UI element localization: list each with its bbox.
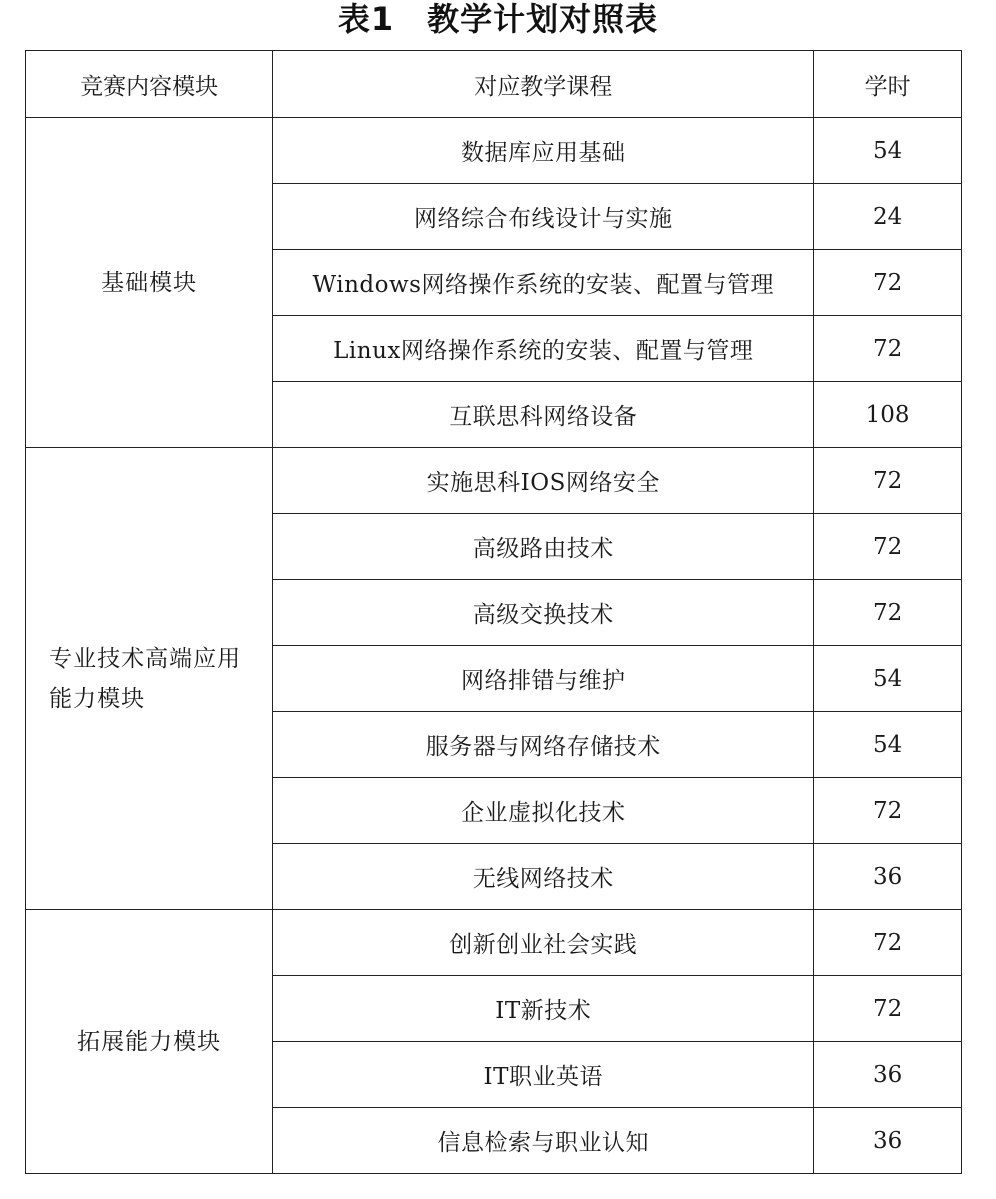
hours-cell: 54 [814, 712, 962, 778]
header-course: 对应教学课程 [273, 51, 814, 118]
table-row [26, 118, 962, 184]
module-label: 拓展能力模块 [77, 1028, 222, 1055]
hours-cell: 72 [814, 976, 962, 1042]
course-cell: 无线网络技术 [273, 844, 814, 910]
hours-cell: 72 [814, 910, 962, 976]
header-hours: 学时 [814, 51, 962, 118]
hours-cell: 54 [814, 646, 962, 712]
hours-cell: 36 [814, 1108, 962, 1174]
hours-cell: 108 [814, 382, 962, 448]
table-row [26, 448, 962, 514]
course-cell: 高级路由技术 [273, 514, 814, 580]
table-header-row [26, 51, 962, 118]
hours-cell: 72 [814, 316, 962, 382]
hours-cell: 36 [814, 1042, 962, 1108]
hours-cell: 54 [814, 118, 962, 184]
course-cell: 创新创业社会实践 [273, 910, 814, 976]
hours-cell: 36 [814, 844, 962, 910]
module-cell-basic [26, 118, 273, 448]
course-cell: 服务器与网络存储技术 [273, 712, 814, 778]
course-cell: 互联思科网络设备 [273, 382, 814, 448]
course-cell: Windows网络操作系统的安装、配置与管理 [273, 250, 814, 316]
header-module: 竞赛内容模块 [26, 51, 273, 118]
teaching-plan-table [25, 50, 962, 1174]
course-cell: 高级交换技术 [273, 580, 814, 646]
hours-cell: 72 [814, 448, 962, 514]
module-label: 专业技术高端应用能力模块 [49, 645, 242, 712]
course-cell: 网络排错与维护 [273, 646, 814, 712]
table-title: 表1 教学计划对照表 [337, 0, 659, 38]
hours-cell: 72 [814, 514, 962, 580]
course-cell: 企业虚拟化技术 [273, 778, 814, 844]
course-cell: 数据库应用基础 [273, 118, 814, 184]
module-cell-advanced [26, 448, 273, 910]
table-row [26, 910, 962, 976]
course-cell: Linux网络操作系统的安装、配置与管理 [273, 316, 814, 382]
hours-cell: 72 [814, 250, 962, 316]
course-cell: IT新技术 [273, 976, 814, 1042]
course-cell: IT职业英语 [273, 1042, 814, 1108]
course-cell: 实施思科IOS网络安全 [273, 448, 814, 514]
course-cell: 信息检索与职业认知 [273, 1108, 814, 1174]
module-cell-extension [26, 910, 273, 1174]
hours-cell: 72 [814, 778, 962, 844]
module-label: 基础模块 [101, 269, 198, 296]
hours-cell: 24 [814, 184, 962, 250]
course-cell: 网络综合布线设计与实施 [273, 184, 814, 250]
hours-cell: 72 [814, 580, 962, 646]
